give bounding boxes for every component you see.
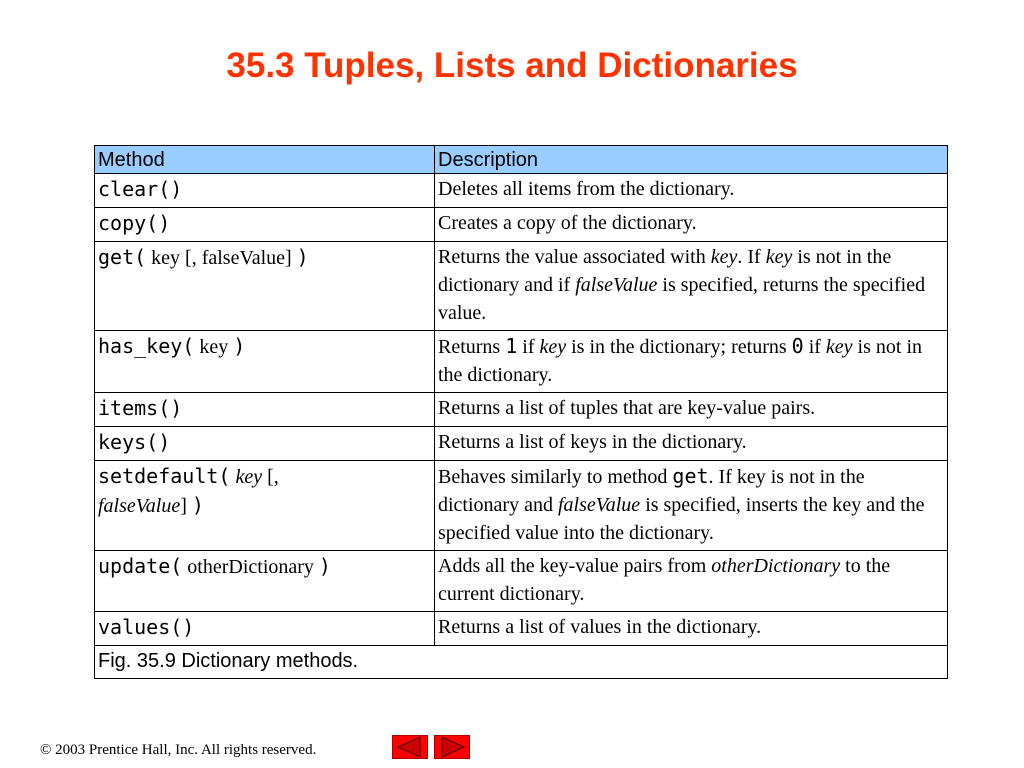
- table-row: [95, 174, 948, 208]
- method-name: setdefault(: [98, 464, 231, 488]
- table-row: [95, 427, 948, 461]
- desc-text: Returns: [438, 336, 506, 358]
- desc-italic: key: [825, 336, 853, 358]
- description-cell: Deletes all items from the dictionary.: [435, 174, 948, 208]
- description-cell: Returns a list of keys in the dictionary.: [435, 427, 948, 461]
- method-args-italic: falseValue: [98, 495, 181, 517]
- caption-row: [95, 646, 948, 679]
- desc-italic: key: [539, 336, 567, 358]
- table-header-row: [95, 146, 948, 174]
- method-name: has_key(: [98, 334, 195, 358]
- method-cell: [95, 461, 435, 551]
- desc-text: is specified, inserts the key and the specified value into the dictionary.: [438, 494, 925, 544]
- method-name: clear(): [98, 177, 183, 201]
- desc-code: 0: [791, 334, 804, 358]
- method-args-italic: key: [230, 466, 263, 488]
- method-name: get(: [98, 245, 147, 269]
- table-row: [95, 208, 948, 242]
- column-header-method: Method: [95, 146, 435, 174]
- left-arrow-icon: [392, 735, 428, 759]
- table-row: [95, 331, 948, 393]
- desc-text: Returns the value associated with: [438, 246, 711, 268]
- method-name: keys(): [98, 430, 171, 454]
- previous-slide-button[interactable]: [392, 735, 428, 759]
- right-arrow-icon: [434, 735, 470, 759]
- desc-text: is not in the dictionary and if: [438, 246, 892, 296]
- desc-italic: falseValue: [557, 494, 641, 516]
- slide-title: 35.3 Tuples, Lists and Dictionaries: [226, 46, 798, 85]
- desc-text: is specified, returns the specified value.: [438, 274, 926, 324]
- dictionary-methods-table: [94, 145, 948, 679]
- method-cell: [95, 393, 435, 427]
- method-args: [,: [262, 466, 279, 488]
- description-cell: [435, 461, 948, 551]
- description-cell: Returns a list of values in the dictionary.: [435, 612, 948, 646]
- method-name: update(: [98, 554, 183, 578]
- method-args: otherDictionary: [182, 556, 319, 578]
- desc-text: Behaves similarly to method: [438, 466, 673, 488]
- description-cell: [435, 242, 948, 331]
- desc-text: to the current dictionary.: [438, 555, 891, 605]
- method-cell: [95, 331, 435, 393]
- method-close-paren: ): [233, 334, 246, 358]
- copyright-footer: © 2003 Prentice Hall, Inc. All rights reserved.: [40, 742, 317, 758]
- method-args: key [, falseValue]: [146, 247, 297, 269]
- table-row: [95, 551, 948, 612]
- method-cell: [95, 612, 435, 646]
- table-row: [95, 612, 948, 646]
- method-close-paren: ): [296, 245, 309, 269]
- method-name: items(): [98, 396, 183, 420]
- desc-text: if: [803, 336, 826, 358]
- desc-code: get: [672, 464, 709, 488]
- description-cell: [435, 551, 948, 612]
- table-row: [95, 393, 948, 427]
- method-cell: [95, 551, 435, 612]
- desc-italic: otherDictionary: [711, 555, 841, 577]
- method-close-paren: ): [191, 493, 204, 517]
- desc-italic: key: [765, 246, 793, 268]
- description-cell: [435, 331, 948, 393]
- desc-text: is in the dictionary; returns: [566, 336, 792, 358]
- method-name: copy(): [98, 211, 171, 235]
- description-cell: Returns a list of tuples that are key-value pairs.: [435, 393, 948, 427]
- desc-italic: key: [710, 246, 738, 268]
- desc-code: 1: [505, 334, 518, 358]
- method-args: ]: [180, 495, 192, 517]
- method-close-paren: ): [318, 554, 331, 578]
- method-cell: [95, 174, 435, 208]
- figure-caption: Fig. 35.9 Dictionary methods.: [95, 646, 948, 679]
- method-name: values(): [98, 615, 195, 639]
- method-cell: [95, 242, 435, 331]
- desc-italic: falseValue: [575, 274, 658, 296]
- method-args: key: [194, 336, 234, 358]
- method-cell: [95, 427, 435, 461]
- desc-text: Adds all the key-value pairs from: [438, 555, 712, 577]
- table-row: [95, 242, 948, 331]
- desc-text: . If key is not in the dictionary and: [438, 466, 865, 516]
- desc-text: . If: [737, 246, 766, 268]
- next-slide-button[interactable]: [434, 735, 470, 759]
- method-cell: [95, 208, 435, 242]
- column-header-description: Description: [435, 146, 948, 174]
- desc-text: if: [517, 336, 540, 358]
- table-row: [95, 461, 948, 551]
- desc-text: is not in the dictionary.: [438, 336, 922, 386]
- description-cell: Creates a copy of the dictionary.: [435, 208, 948, 242]
